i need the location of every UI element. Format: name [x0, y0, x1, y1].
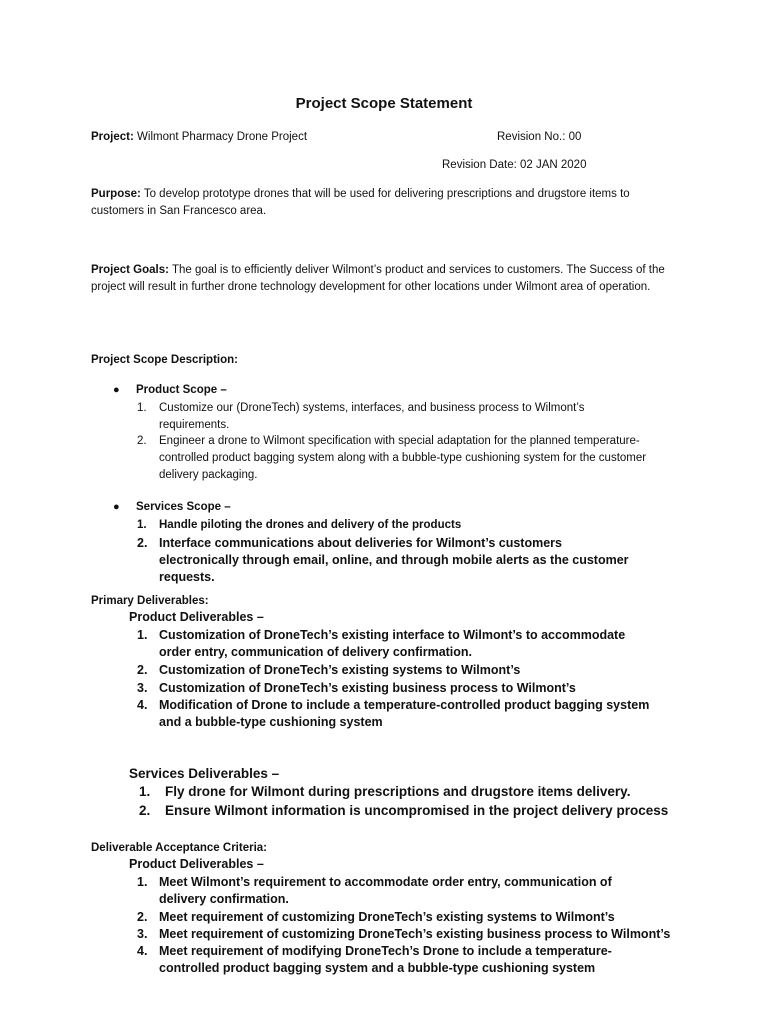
- list-number: 2.: [137, 663, 148, 677]
- services-scope-label: Services Scope –: [136, 501, 231, 513]
- product-scope-item: Engineer a drone to Wilmont specification with special adaptation for the planned temperature-controlled product bagging system along with a bubble-type cushioning system for the customer delivery packaging.: [159, 435, 647, 481]
- purpose-paragraph: [91, 186, 671, 220]
- goals-paragraph: [91, 262, 673, 296]
- list-number: 3.: [137, 927, 148, 941]
- project-value: Wilmont Pharmacy Drone Project: [137, 131, 308, 143]
- product-deliverables-label: Product Deliverables –: [129, 610, 264, 624]
- list-number: 4.: [137, 698, 148, 712]
- product-scope-item: Customize our (DroneTech) systems, interfaces, and business process to Wilmont’s requirements.: [159, 402, 585, 431]
- services-deliverable-item: Fly drone for Wilmont during prescriptions and drugstore items delivery.: [165, 784, 631, 799]
- purpose-text: To develop prototype drones that will be used for delivering prescriptions and drugstore items to customers in San Francesco area.: [91, 188, 630, 217]
- services-deliverables-label: Services Deliverables –: [129, 766, 280, 781]
- acceptance-item: Meet Wilmont’s requirement to accommodate order entry, communication of delivery confirmation.: [159, 875, 612, 906]
- acceptance-product-label: Product Deliverables –: [129, 857, 264, 871]
- scope-description-heading: Project Scope Description:: [91, 354, 238, 366]
- revision-date: Revision Date: 02 JAN 2020: [442, 159, 587, 171]
- list-number: 1.: [137, 628, 148, 642]
- product-scope-label: Product Scope –: [136, 384, 227, 396]
- list-number: 1.: [137, 875, 148, 889]
- services-scope-item: Handle piloting the drones and delivery of the products: [159, 519, 462, 531]
- project-label: Project:: [91, 131, 134, 143]
- list-number: 1.: [137, 402, 147, 414]
- primary-deliverables-heading: Primary Deliverables:: [91, 595, 209, 607]
- acceptance-item: Meet requirement of customizing DroneTech’s existing systems to Wilmont’s: [159, 910, 615, 924]
- product-deliverable-item: Modification of Drone to include a temperature-controlled product bagging system and a bubble-type cushioning system: [159, 698, 650, 729]
- list-number: 1.: [139, 784, 151, 799]
- list-number: 1.: [137, 519, 147, 531]
- list-number: 2.: [137, 435, 147, 447]
- product-deliverable-item: Customization of DroneTech’s existing business process to Wilmont’s: [159, 681, 576, 695]
- services-scope-item: Interface communications about deliveries for Wilmont’s customers electronically through email, online, and through mobile alerts as the customer requests.: [159, 536, 629, 584]
- product-deliverable-item: Customization of DroneTech’s existing interface to Wilmont’s to accommodate order entry, communication of delivery confirmation.: [159, 628, 626, 659]
- list-number: 2.: [137, 536, 148, 550]
- goals-text: The goal is to efficiently deliver Wilmont’s product and services to customers. The Success of the project will result in further drone technology development for other locations under Wilmont area of operation.: [91, 264, 665, 293]
- goals-label: Project Goals:: [91, 264, 169, 276]
- bullet-icon: ●: [113, 384, 120, 396]
- product-deliverable-item: Customization of DroneTech’s existing systems to Wilmont’s: [159, 663, 521, 677]
- services-deliverable-item: Ensure Wilmont information is uncompromised in the project delivery process: [165, 803, 669, 818]
- page-title: Project Scope Statement: [295, 95, 473, 112]
- project-line: [91, 129, 307, 146]
- bullet-icon: ●: [113, 501, 120, 513]
- list-number: 3.: [137, 681, 148, 695]
- acceptance-criteria-heading: Deliverable Acceptance Criteria:: [91, 842, 267, 854]
- purpose-label: Purpose:: [91, 188, 141, 200]
- acceptance-item: Meet requirement of customizing DroneTech’s existing business process to Wilmont’s: [159, 927, 671, 941]
- list-number: 2.: [137, 910, 148, 924]
- list-number: 2.: [139, 803, 151, 818]
- acceptance-item: Meet requirement of modifying DroneTech’s Drone to include a temperature-controlled product bagging system and a bubble-type cushioning system: [159, 944, 612, 975]
- revision-number: Revision No.: 00: [497, 131, 582, 143]
- list-number: 4.: [137, 944, 148, 958]
